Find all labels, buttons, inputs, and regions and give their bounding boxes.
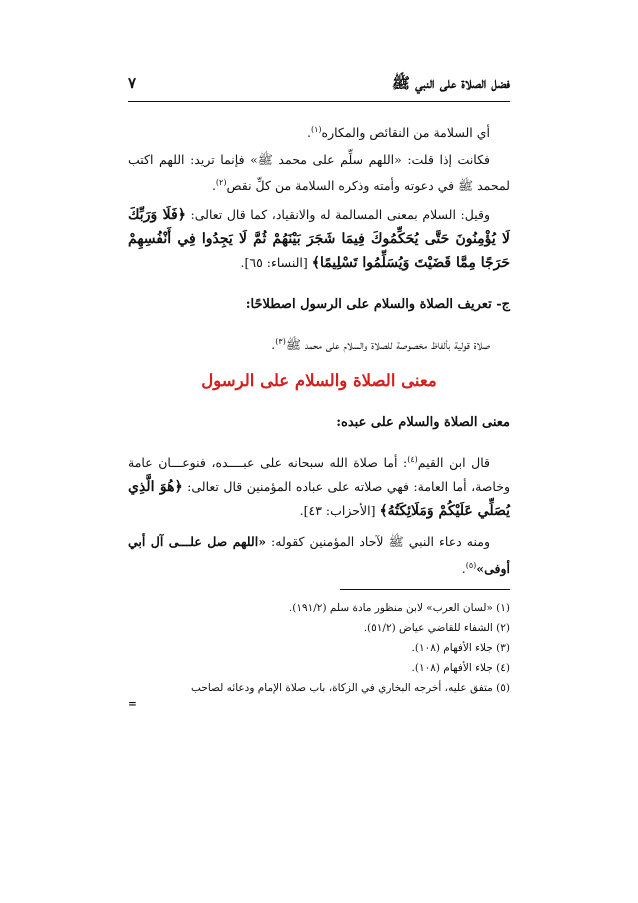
verse-citation-1: [النساء: ٦٥]. [240,255,312,270]
paragraph-2-text: فكانت إذا قلت: «اللهم سلِّم على محمد ﷺ» فإنما تريد: اللهم اكتب لمحمد ﷺ في دعوته وأمته وذكره السلامة من كلِّ نقص [128,152,510,194]
running-header [128,74,510,96]
paragraph-1 [128,118,510,144]
section-heading: معنى الصلاة والسلام على الرسول [201,371,437,390]
footnote-ref-1: (١) [310,125,322,134]
continuation-mark: = [128,698,137,710]
paragraph-6-text: ومنه دعاء النبي ﷺ لآحاد المؤمنين كقوله: [266,534,490,549]
paragraph-6 [128,530,510,581]
paragraph-1-text: أي السلامة من النقائص والمكاره [321,125,490,141]
footnotes [128,598,510,710]
paragraph-5-text-a: قال ابن القيم [417,455,490,471]
paragraph-4 [128,330,510,356]
header-rule [128,101,510,102]
header-title: فضل الصلاة على النبي ﷺ [391,74,510,92]
paragraph-3 [128,203,510,275]
footnote-divider [340,589,510,590]
subheading-definition: ج- تعريف الصلاة والسلام على الرسول اصطلاحًا: [245,297,510,312]
footnote-ref-5: (٥) [465,561,477,570]
footnote-5: (٥) متفق عليه، أخرجه البخاري في الزكاة، باب صلاة الإمام ودعائه لصاحب [191,682,510,694]
footnote-1: (١) «لسان العرب» لابن منظور مادة سلم (١٩١/٢). [288,602,510,614]
footnote-4: (٤) جلاء الأفهام (١٠٨). [411,662,510,674]
paragraph-4-end: . [271,337,276,353]
quran-verse-1: ﴿فَلَا وَرَبِّكَ لَا يُؤْمِنُونَ حَتَّى يُحَكِّمُوكَ فِيمَا شَجَرَ بَيْنَهُمْ ثُمَّ لَا يَجِدُوا فِي أَنْفُسِهِمْ حَرَجًا مِمَّا قَضَيْتَ وَيُسَلِّمُوا تَسْلِيمًا﴾ [128,207,510,271]
footnote-ref-3: (٣) [275,337,286,346]
paragraph-5 [128,448,510,523]
footnote-3: (٣) جلاء الأفهام (١٠٨). [411,642,510,654]
paragraph-2-end: . [211,178,216,194]
paragraph-3-intro: وقيل: السلام بمعنى المسالمة له والانقياد، كما قال تعالى: [185,207,490,222]
footnote-ref-4: (٤) [407,455,418,464]
paragraph-5-text-b: : أما صلاة الله سبحانه على عبــــده، فنوعـــان عامة وخاصة، أما العامة: فهي صلاته على عباده المؤمنين قال تعالى: [128,455,510,495]
verse-citation-2: [الأحزاب: ٤٣]. [299,503,380,519]
footnote-2: (٢) الشفاء للقاضي عياض (٥١/٢). [363,622,510,634]
paragraph-2 [128,148,510,197]
paragraph-4-text: صلاة قولية بألفاظ مخصوصة للصلاة والسلام على محمد ﷺ [285,337,490,353]
subheading-meaning: معنى الصلاة والسلام على عبده: [336,415,510,430]
footnote-ref-2: (٢) [215,178,227,187]
page-number: ٧ [128,74,137,92]
hadith-quote: «اللهم صل علـــى آل أبي أوفى» [128,534,510,577]
paragraph-1-end: . [306,125,311,141]
quran-verse-2: ﴿هُوَ الَّذِي يُصَلِّي عَلَيْكُمْ وَمَلَائِكَتُهُ﴾ [128,479,510,520]
paragraph-6-end: . [461,561,466,577]
